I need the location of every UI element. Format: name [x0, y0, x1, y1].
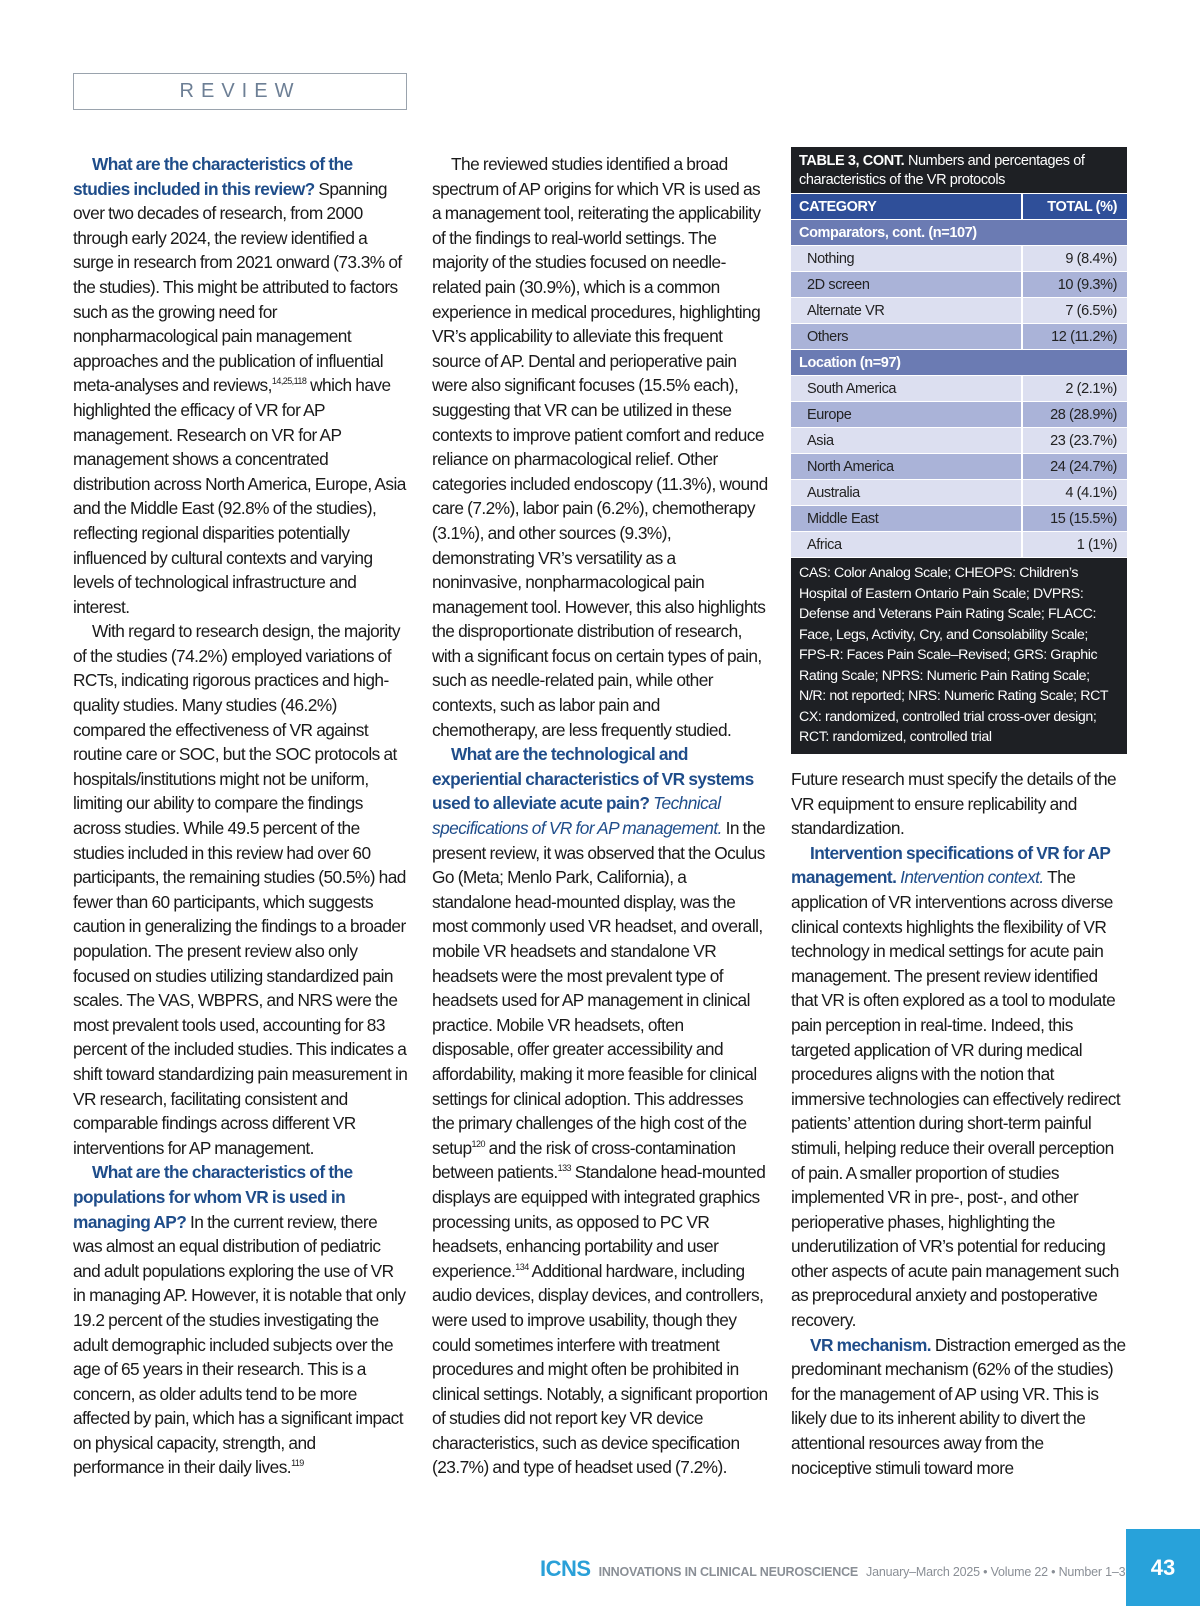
- section-heading: Intervention specifications of VR for AP management.: [791, 842, 1111, 888]
- row-label: Australia: [791, 480, 1023, 505]
- section-heading: What are the characteristics of the studies included in this review?: [73, 154, 353, 199]
- row-value: 1 (1%): [1076, 536, 1117, 553]
- row-label: North America: [791, 454, 1023, 479]
- row-value: 2 (2.1%): [1065, 380, 1117, 397]
- table-row: [791, 531, 1127, 557]
- row-label: Asia: [791, 428, 1023, 453]
- column-2: [432, 152, 768, 1480]
- table-row: [791, 479, 1127, 505]
- section-heading: VR mechanism.: [810, 1334, 932, 1355]
- table-row: [791, 453, 1127, 479]
- row-label: Europe: [791, 402, 1023, 427]
- row-value: 12 (11.2%): [1051, 328, 1117, 345]
- table-row: [791, 297, 1127, 323]
- page-footer: [540, 1556, 1126, 1586]
- row-value: 7 (6.5%): [1065, 302, 1117, 319]
- paragraph: The reviewed studies identified a broad spectrum of AP origins for which VR is used as a management tool, reiterating the applicability of the findings to real-world settings. The majority of the studies focused on needle-related pain (30.9%), which is a common experience in medical procedures, highlighting VR’s applicability to alleviate this frequent source of AP. Dental and perioperative pain were also significant focuses (15.5% each), suggesting that VR can be utilized in these contexts to improve patient comfort and reduce reliance on pharmacological relief. Other categories included endoscopy (11.3%), wound care (7.2%), labor pain (6.2%), chemotherapy (3.1%), and other sources (9.3%), demonstrating VR’s versatility as a noninvasive, nonpharmacological pain management tool. However, this also highlights the disproportionate distribution of research, with a significant focus on certain types of pain, such as needle-related pain, while other contexts, such as labor pain and chemotherapy, are less frequently studied.: [432, 154, 768, 740]
- citation: 134: [515, 1261, 529, 1272]
- table-row: [791, 427, 1127, 453]
- journal-title: INNOVATIONS IN CLINICAL NEUROSCIENCE: [598, 1565, 859, 1579]
- body-text: which have highlighted the efficacy of VR for AP management. Research on VR for AP management shows a concentrated distribution across North America, Europe, Asia and the Middle East (92.8% of the studies), reflecting regional disparities potentially influenced by cultural contexts and varying levels of technological infrastructure and interest.: [73, 375, 406, 617]
- row-value: 10 (9.3%): [1057, 276, 1117, 293]
- table-row: [791, 375, 1127, 401]
- table-caption-label: TABLE 3, CONT.: [799, 153, 905, 169]
- body-text: In the present review, it was observed that the Oculus Go (Meta; Menlo Park, California), a standalone head-mounted display, was the most commonly used VR headset, and overall, mobile VR headsets and standalone VR headsets were the most prevalent type of headsets used for AP management in clinical practice. Mobile VR headsets, often disposable, offer greater accessibility and affordability, making it more feasible for clinical settings for clinical adoption. This addresses the primary challenges of the high cost of the setup: [432, 818, 766, 1158]
- body-text: Standalone head-mounted displays are equipped with integrated graphics processing units, as opposed to PC VR headsets, enhancing portability and user experience.: [432, 1162, 766, 1281]
- paragraph: [791, 841, 1126, 1333]
- table-caption: [791, 147, 1127, 193]
- table-group-header: Location (n=97): [791, 349, 1127, 375]
- body-text: In the current review, there was almost an equal distribution of pediatric and adult populations exploring the use of VR in managing AP. However, it is notable that only 19.2 percent of the studies investigating the adult demographic included subjects over the age of 65 years in their research. This is a concern, as older adults tend to be more affected by pain, which has a significant impact on physical capacity, strength, and performance in their daily lives.: [73, 1211, 406, 1478]
- row-label: South America: [791, 376, 1023, 401]
- section-label: REVIEW: [73, 73, 407, 110]
- citation: 119: [291, 1458, 304, 1469]
- paragraph: [791, 1333, 1126, 1481]
- row-value: 9 (8.4%): [1065, 250, 1117, 267]
- column-header-category: CATEGORY: [791, 194, 1023, 219]
- table-row: [791, 323, 1127, 349]
- column-3: [791, 767, 1126, 1480]
- table-header: [791, 193, 1127, 219]
- paragraph: [73, 152, 408, 619]
- body-text: Additional hardware, including audio devices, display devices, and controllers, were used to improve usability, though they could sometimes interfere with treatment procedures and might often be prohibited in clinical settings. Notably, a significant proportion of studies did not report key VR device characteristics, such as device specification (23.7%) and type of headset used (7.2%).: [432, 1260, 768, 1478]
- section-heading: What are the characteristics of the populations for whom VR is used in managing AP?: [73, 1162, 353, 1232]
- row-label: Africa: [791, 532, 1023, 557]
- row-value: 15 (15.5%): [1050, 510, 1117, 527]
- table-3: [791, 147, 1127, 754]
- subsection-heading: Intervention context.: [896, 867, 1044, 888]
- row-label: 2D screen: [791, 272, 1023, 297]
- body-text: and the risk of cross-contamination between patients.: [432, 1137, 736, 1183]
- column-1: [73, 152, 408, 1480]
- row-value: 28 (28.9%): [1050, 406, 1117, 423]
- issue-info: January–March 2025 • Volume 22 • Number 1–3: [866, 1565, 1126, 1579]
- row-label: Alternate VR: [791, 298, 1023, 323]
- section-heading: What are the technological and experiential characteristics of VR systems used to alleviate acute pain?: [432, 744, 754, 814]
- table-row: [791, 505, 1127, 531]
- table-row: [791, 401, 1127, 427]
- body-text: Distraction emerged as the predominant mechanism (62% of the studies) for the management of AP using VR. This is likely due to its inherent ability to divert the attentional resources away from the nociceptive stimuli toward more: [791, 1334, 1126, 1478]
- row-value: 24 (24.7%): [1050, 458, 1117, 475]
- table-row: [791, 245, 1127, 271]
- paragraph: [432, 742, 768, 1480]
- citation: 120: [471, 1138, 485, 1149]
- body-text: The application of VR interventions across diverse clinical contexts highlights the flexibility of VR technology in medical settings for acute pain management. The present review identified that VR is often explored as a tool to modulate pain perception in real-time. Indeed, this targeted application of VR during medical procedures aligns with the notion that immersive technologies can effectively redirect patients’ attention during short-term painful stimuli, helping reduce their overall perception of pain. A smaller proportion of studies implemented VR in pre-, post-, and other perioperative phases, highlighting the underutilization of VR’s potential for reducing other aspects of acute pain management such as preprocedural anxiety and postoperative recovery.: [791, 867, 1121, 1331]
- page-number: 43: [1126, 1529, 1200, 1606]
- table-group-header: Comparators, cont. (n=107): [791, 219, 1127, 245]
- body-text: Spanning over two decades of research, from 2000 through early 2024, the review identified a surge in research from 2021 onward (73.3% of the studies). This might be attributed to factors such as the growing need for nonpharmacological pain management approaches and the publication of influential meta-analyses and reviews,: [73, 178, 402, 396]
- paragraph: Future research must specify the details of the VR equipment to ensure replicability and standardization.: [791, 769, 1117, 839]
- row-value: 4 (4.1%): [1065, 484, 1117, 501]
- citation: 133: [557, 1163, 571, 1174]
- journal-logo: ICNS: [540, 1556, 591, 1581]
- column-header-total: TOTAL (%): [1047, 198, 1117, 215]
- row-label: Others: [791, 324, 1023, 349]
- row-label: Nothing: [791, 246, 1023, 271]
- subsection-heading: Technical specifications of VR for AP management.: [432, 793, 722, 839]
- row-value: 23 (23.7%): [1050, 432, 1117, 449]
- table-footnote: CAS: Color Analog Scale; CHEOPS: Children’s Hospital of Eastern Ontario Pain Scale; DVPRS: Defense and Veterans Pain Rating Scale; FLACC: Face, Legs, Activity, Cry, and Consolability Scale; FPS-R: Faces Pain Scale–Revised; GRS: Graphic Rating Scale; NPRS: Numeric Pain Rating Scale; N/R: not reported; NRS: Numeric Rating Scale; RCT CX: randomized, controlled trial cross-over design; RCT: randomized, controlled trial: [791, 557, 1127, 754]
- row-label: Middle East: [791, 506, 1023, 531]
- citation: 14,25,118: [271, 376, 307, 387]
- table-caption-text: Numbers and percentages of characteristics of the VR protocols: [799, 153, 1085, 188]
- paragraph: With regard to research design, the majority of the studies (74.2%) employed variations of RCTs, indicating rigorous practices and high-quality studies. Many studies (46.2%) compared the effectiveness of VR against routine care or SOC, but the SOC protocols at hospitals/institutions might not be uniform, limiting our ability to compare the findings across studies. While 49.5 percent of the studies included in this review had over 60 participants, the remaining studies (50.5%) had fewer than 60 participants, which suggests caution in generalizing the findings to a broader population. The present review also only focused on studies utilizing standardized pain scales. The VAS, WBPRS, and NRS were the most prevalent tools used, accounting for 83 percent of the included studies. This indicates a shift toward standardizing pain measurement in VR research, facilitating consistent and comparable findings across different VR interventions for AP management.: [73, 621, 408, 1158]
- paragraph: [73, 1160, 408, 1480]
- table-row: [791, 271, 1127, 297]
